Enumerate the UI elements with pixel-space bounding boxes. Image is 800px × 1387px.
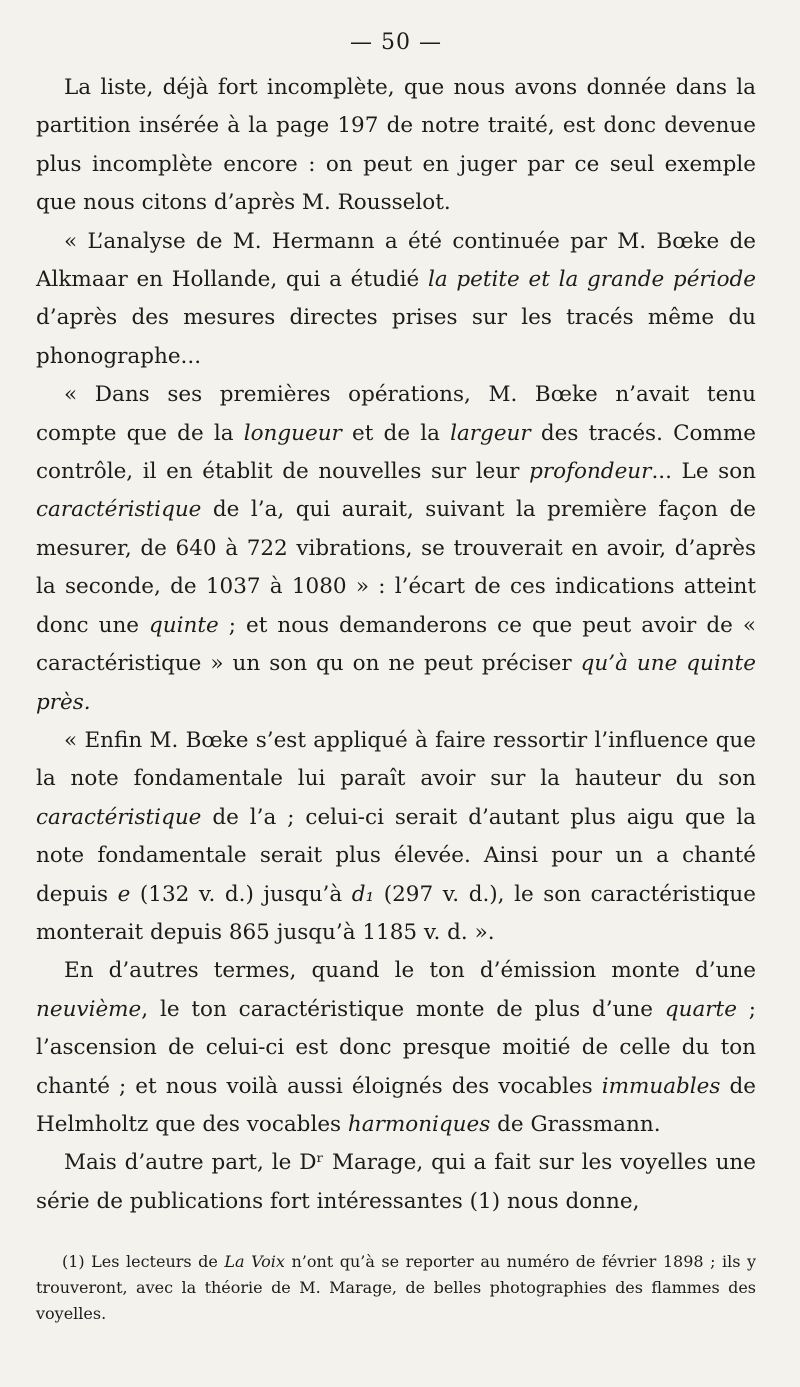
text-run: de l’a ; celui-ci serait d’autant plus aigu que la note fondamentale serait plus élevée. Ainsi pour un a chanté depuis bbox=[36, 804, 756, 907]
italic-text: qu’à une quinte près. bbox=[36, 651, 756, 715]
italic-text: quarte bbox=[664, 996, 737, 1022]
text-run: Mais d’autre part, le Dʳ Marage, qui a fait sur les voyelles une série de publications fort intéressantes (1) nous donne, bbox=[36, 1150, 756, 1214]
paragraph-6 bbox=[36, 1144, 756, 1221]
italic-text: la petite et la grande période bbox=[427, 267, 756, 293]
text-run: ... Le son bbox=[651, 459, 756, 485]
italic-text: d₁ bbox=[351, 881, 375, 907]
paragraph-1 bbox=[36, 69, 756, 223]
italic-text: La Voix bbox=[224, 1252, 285, 1272]
text-run: , le ton caractéristique monte de plus d’une bbox=[141, 996, 665, 1022]
text-run: « Enfin M. Bœke s’est appliqué à faire ressortir l’influence que la note fondamentale lui paraît avoir sur la hauteur du son bbox=[36, 727, 756, 792]
italic-text: neuvième bbox=[36, 996, 142, 1022]
italic-text: largeur bbox=[450, 420, 531, 446]
text-run: En d’autres termes, quand le ton d’émission monte d’une bbox=[64, 958, 756, 984]
italic-text: quinte bbox=[149, 612, 219, 638]
text-run: (132 v. d.) jusqu’à bbox=[130, 881, 352, 907]
footnotes bbox=[36, 1249, 756, 1327]
text-run: n’ont qu’à se reporter au numéro de février 1898 ; ils y trouveront, avec la théorie de M. Marage, de belles photographies des flammes des voyelles. bbox=[36, 1252, 756, 1324]
italic-text: caractéristique bbox=[36, 497, 202, 523]
text-run: ; l’ascension de celui-ci est donc presque moitié de celle du ton chanté ; et nous voilà aussi éloignés des vocables bbox=[36, 996, 757, 1099]
italic-text: e bbox=[117, 881, 131, 907]
paragraph-4 bbox=[36, 722, 756, 952]
text-run: de l’a, qui aurait, suivant la première façon de mesurer, de 640 à 722 vibrations, se trouverait en avoir, d’après la seconde, de 1037 à 1080 » : l’écart de ces indications atteint donc une bbox=[36, 497, 756, 638]
text-run: La liste, déjà fort incomplète, que nous avons donnée dans la partition insérée à la page 197 de notre traité, est donc devenue plus incomplète encore : on peut en juger par ce seul exemple que nous citons d’après M. Rousselot. bbox=[36, 75, 756, 216]
italic-text: longueur bbox=[243, 420, 342, 446]
text-run: ; et nous demanderons ce que peut avoir de « caractéristique » un son qu on ne peut préciser bbox=[36, 612, 756, 677]
italic-text: harmoniques bbox=[347, 1111, 491, 1137]
italic-text: caractéristique bbox=[36, 804, 202, 830]
body-text bbox=[36, 69, 756, 1221]
text-run: (297 v. d.), le son caractéristique monterait depuis 865 jusqu’à 1185 v. d. ». bbox=[36, 881, 757, 945]
italic-text: immuables bbox=[601, 1073, 721, 1099]
text-run: des tracés. Comme contrôle, il en établit de nouvelles sur leur bbox=[36, 420, 756, 485]
text-run: de Grassmann. bbox=[490, 1111, 661, 1137]
text-run: « Dans ses premières opérations, M. Bœke n’avait tenu compte que de la bbox=[36, 382, 756, 446]
paragraph-5 bbox=[36, 952, 756, 1144]
page-number: — 50 — bbox=[350, 30, 442, 55]
text-run: (1) Les lecteurs de bbox=[62, 1252, 225, 1272]
text-run: « L’analyse de M. Hermann a été continuée par M. Bœke de Alkmaar en Hollande, qui a étudié bbox=[36, 228, 756, 293]
text-run: et de la bbox=[341, 420, 451, 446]
italic-text: profondeur bbox=[529, 459, 652, 485]
paragraph-2 bbox=[36, 223, 756, 377]
text-run: d’après des mesures directes prises sur les tracés même du phonographe... bbox=[36, 305, 756, 369]
paragraph-3 bbox=[36, 376, 756, 722]
footnote-1 bbox=[36, 1249, 756, 1327]
text-run: de Helmholtz que des vocables bbox=[36, 1073, 756, 1137]
